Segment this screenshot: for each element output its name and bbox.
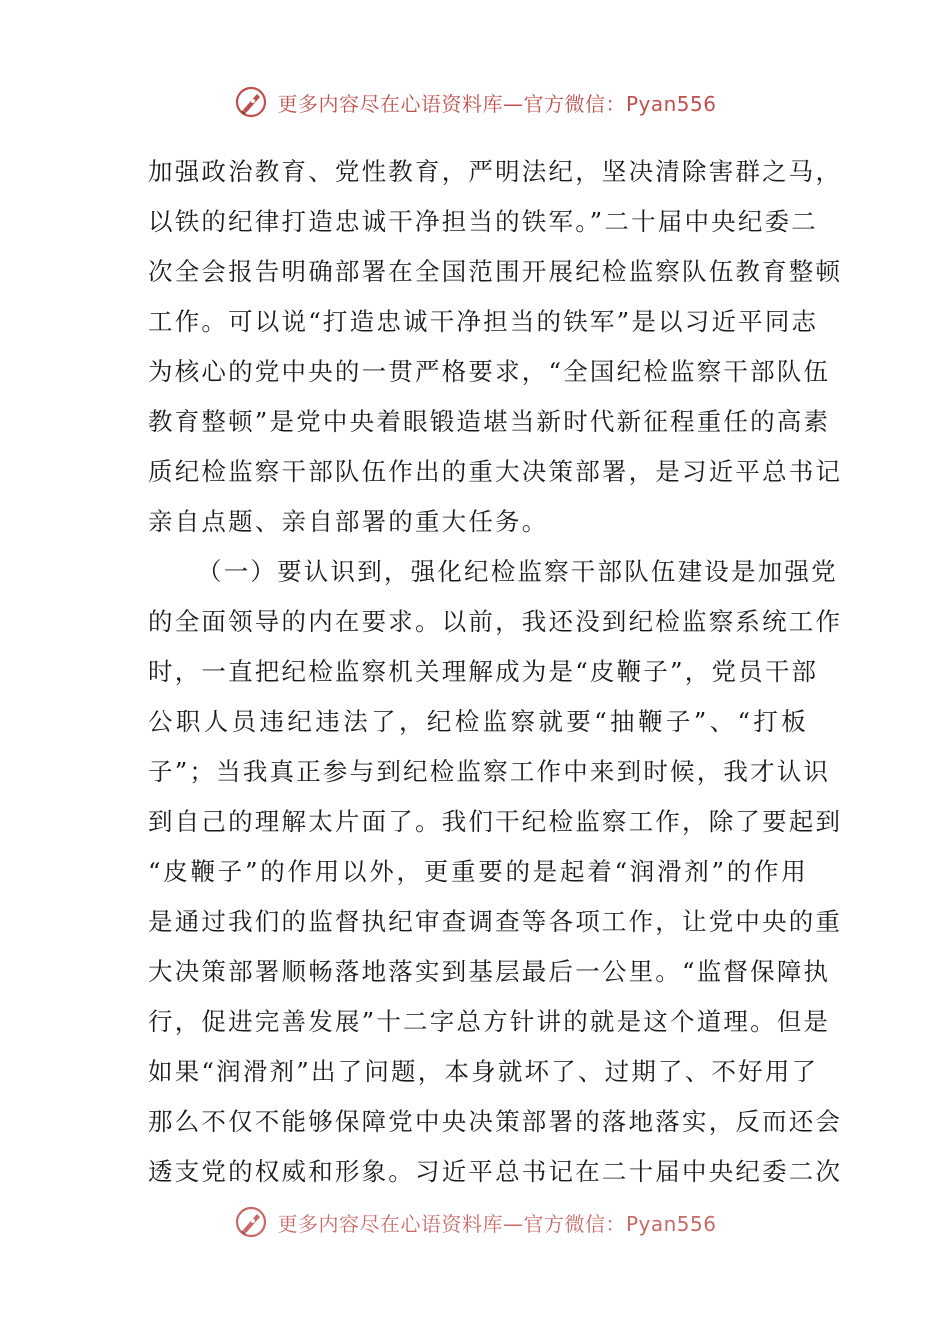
body-line-13: 子”；当我真正参与到纪检监察工作中来到时候，我才认识 <box>148 757 831 786</box>
body-line-10: 的全面领导的内在要求。以前，我还没到纪检监察系统工作 <box>148 607 843 636</box>
footer-banner-text: 更多内容尽在心语资料库—官方微信：Pyan556 <box>277 1211 717 1236</box>
body-line-11: 时，一直把纪检监察机关理解成为是“皮鞭子”，党员干部 <box>148 657 819 686</box>
body-line-12: 公职人员违纪违法了，纪检监察就要“抽鞭子”、“打板 <box>148 707 808 736</box>
body-line-6: 教育整顿”是党中央着眼锻造堪当新时代新征程重任的高素 <box>148 407 831 436</box>
header-banner <box>0 80 950 124</box>
body-line-5: 为核心的党中央的一贯严格要求，“全国纪检监察干部队伍 <box>148 357 831 386</box>
body-line-20: 那么不仅不能够保障党中央决策部署的落地落实，反而还会 <box>148 1107 843 1136</box>
pen-nib-logo-icon <box>233 1204 269 1240</box>
body-line-18: 行，促进完善发展”十二字总方针讲的就是这个道理。但是 <box>148 1007 831 1036</box>
body-line-2: 以铁的纪律打造忠诚干净担当的铁军。”二十届中央纪委二 <box>148 207 818 236</box>
pen-nib-logo-icon <box>233 84 269 120</box>
body-line-9: （一）要认识到，强化纪检监察干部队伍建设是加强党 <box>197 557 838 586</box>
body-line-8: 亲自点题、亲自部署的重大任务。 <box>148 507 549 536</box>
body-line-4: 工作。可以说“打造忠诚干净担当的铁军”是以习近平同志 <box>148 307 819 336</box>
body-line-19: 如果“润滑剂”出了问题，本身就坏了、过期了、不好用了 <box>148 1057 819 1086</box>
body-line-21: 透支党的权威和形象。习近平总书记在二十届中央纪委二次 <box>148 1157 843 1186</box>
body-line-15: “皮鞭子”的作用以外，更重要的是起着“润滑剂”的作用 <box>148 857 808 886</box>
body-line-7: 质纪检监察干部队伍作出的重大决策部署，是习近平总书记 <box>148 457 843 486</box>
body-line-16: 是通过我们的监督执纪审查调查等各项工作，让党中央的重 <box>148 907 843 936</box>
header-banner-text: 更多内容尽在心语资料库—官方微信：Pyan556 <box>277 91 717 116</box>
body-line-3: 次全会报告明确部署在全国范围开展纪检监察队伍教育整顿 <box>148 257 843 286</box>
document-body <box>148 147 843 1197</box>
footer-banner <box>0 1200 950 1244</box>
body-line-14: 到自己的理解太片面了。我们干纪检监察工作，除了要起到 <box>148 807 843 836</box>
body-line-17: 大决策部署顺畅落地落实到基层最后一公里。“监督保障执 <box>148 957 831 986</box>
body-line-1: 加强政治教育、党性教育，严明法纪，坚决清除害群之马， <box>148 157 843 186</box>
